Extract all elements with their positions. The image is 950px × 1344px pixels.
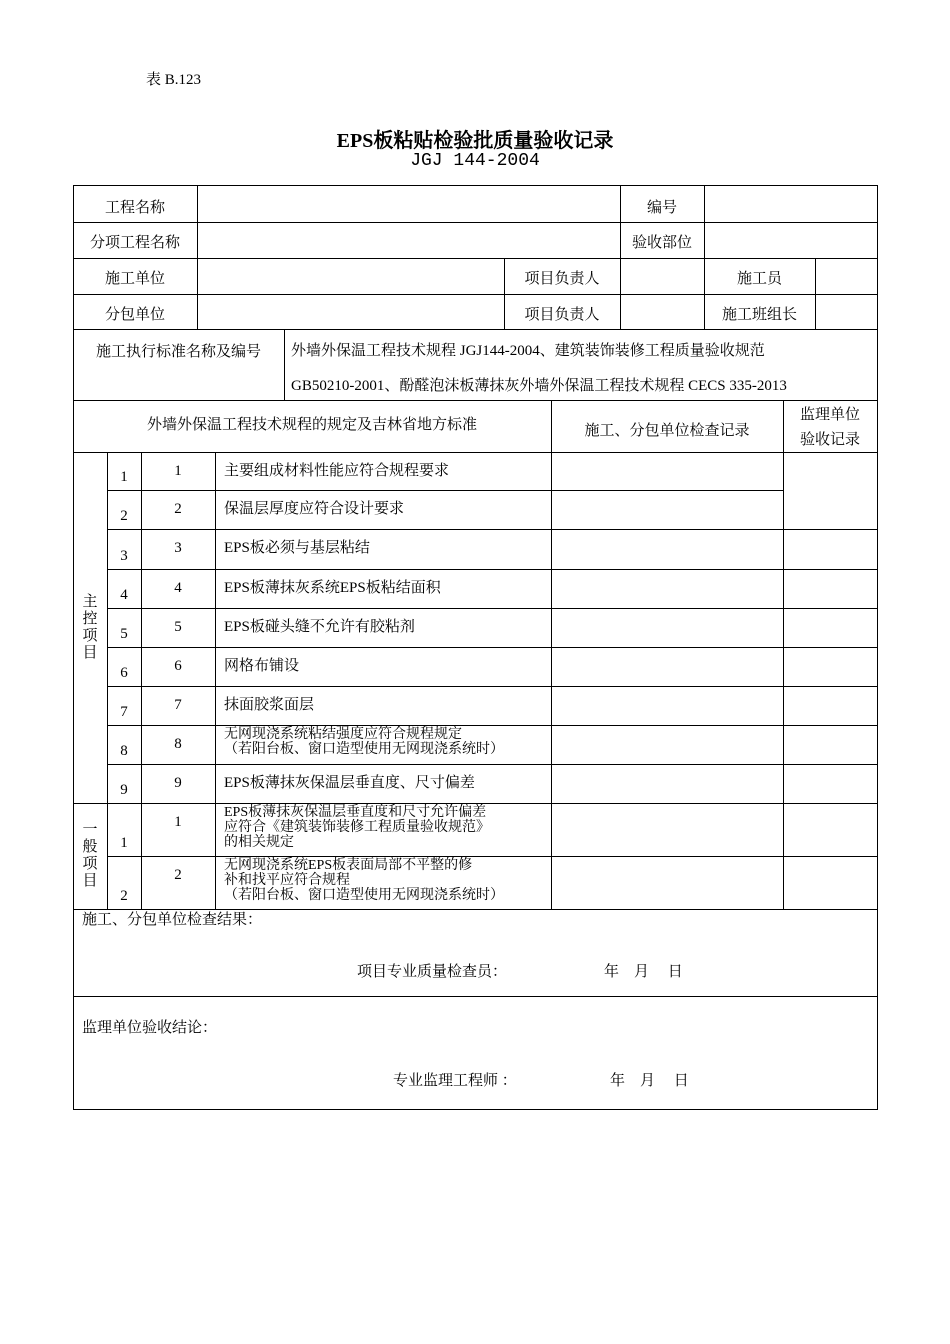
sub-project-input[interactable] (202, 231, 614, 253)
main-item-index: 5 (120, 626, 128, 642)
inspection-part-input[interactable] (708, 231, 872, 253)
main-item-number: 8 (174, 736, 182, 752)
general-item-description: EPS板薄抹灰保温层垂直度和尺寸允许偏差 应符合《建筑装饰装修工程质量验收规范》 的相关规定 (224, 805, 490, 850)
standard-line-1: 外墙外保温工程技术规程 JGJ144-2004、建筑装饰装修工程质量验收规范 (291, 343, 765, 359)
sub-project-label: 分项工程名称 (89, 235, 180, 251)
supervision-column-header-1: 监理单位 (799, 407, 860, 423)
main-item-index: 7 (120, 704, 128, 720)
team-leader-label: 施工班组长 (721, 307, 797, 323)
main-section-label: 主 控 项 目 (82, 594, 98, 661)
team-leader-input[interactable] (818, 303, 874, 325)
main-item-check-record-input[interactable] (555, 767, 779, 800)
check-column-header: 施工、分包单位检查记录 (584, 423, 750, 439)
main-item-description: 抹面胶浆面层 (224, 697, 315, 713)
main-item-description: EPS板薄抹灰保温层垂直度、尺寸偏差 (224, 775, 475, 791)
main-item-number: 6 (174, 658, 182, 674)
contractor-result-label: 施工、分包单位检查结果： (82, 912, 263, 928)
main-item-number: 9 (174, 775, 182, 791)
main-item-check-record-input[interactable] (555, 689, 779, 722)
main-item-description: 网格布铺设 (224, 658, 300, 674)
project-name-label: 工程名称 (104, 200, 165, 216)
subcontractor-label: 分包单位 (104, 307, 165, 323)
main-item-number: 4 (174, 580, 182, 596)
main-item-check-record-input[interactable] (555, 611, 779, 644)
main-item-index: 3 (120, 548, 128, 564)
page-title: EPS板粘贴检验批质量验收记录 (336, 130, 614, 152)
main-item-description: EPS板薄抹灰系统EPS板粘结面积 (224, 580, 441, 596)
main-item-description: EPS板碰头缝不允许有胶粘剂 (224, 619, 415, 635)
project-manager-label-2: 项目负责人 (524, 307, 600, 323)
main-item-description: 主要组成材料性能应符合规程要求 (224, 463, 450, 479)
main-item-number: 3 (174, 540, 182, 556)
main-item-check-record-input[interactable] (555, 650, 779, 683)
main-item-index: 2 (120, 508, 128, 524)
general-item-check-record-input[interactable] (555, 859, 779, 906)
builder-label: 施工员 (736, 271, 782, 287)
main-item-index: 6 (120, 665, 128, 681)
supervision-result-label: 监理单位验收结论： (82, 1020, 218, 1036)
main-item-check-record-input[interactable] (555, 493, 779, 526)
serial-label: 编号 (646, 200, 677, 216)
project-manager-input-2[interactable] (624, 303, 700, 325)
builder-input[interactable] (818, 267, 874, 289)
contractor-input[interactable] (202, 267, 498, 289)
main-item-number: 5 (174, 619, 182, 635)
main-item-number: 1 (174, 463, 182, 479)
inspection-part-label: 验收部位 (631, 235, 692, 251)
supervision-result-date: 年 月 日 (610, 1073, 689, 1089)
main-item-check-record-input[interactable] (555, 728, 779, 761)
serial-input[interactable] (708, 196, 872, 218)
contractor-result-date: 年 月 日 (604, 964, 683, 980)
supervision-column-header-2: 验收记录 (799, 432, 860, 448)
project-name-input[interactable] (202, 196, 614, 218)
main-item-check-record-input[interactable] (555, 532, 779, 566)
main-item-check-record-input[interactable] (555, 572, 779, 605)
quality-inspector-label: 项目专业质量检查员： (357, 964, 508, 980)
project-manager-input[interactable] (624, 267, 700, 289)
main-item-description: 无网现浇系统粘结强度应符合规程规定 （若阳台板、窗口造型使用无网现浇系统时） (224, 727, 504, 757)
supervision-engineer-label: 专业监理工程师 ： (393, 1073, 517, 1089)
subcontractor-input[interactable] (202, 303, 498, 325)
general-item-index: 1 (120, 835, 128, 851)
contractor-label: 施工单位 (104, 271, 165, 287)
general-item-description: 无网现浇系统EPS板表面局部不平整的修 补和找平应符合规程 （若阳台板、窗口造型使用无网现浇系统时） (224, 858, 504, 903)
main-item-index: 1 (120, 469, 128, 485)
spec-column-header: 外墙外保温工程技术规程的规定及吉林省地方标准 (146, 417, 477, 433)
standard-code: JGJ 144-2004 (410, 151, 540, 171)
standard-label: 施工执行标准名称及编号 (95, 344, 261, 360)
general-section-label: 一 般 项 目 (82, 822, 98, 889)
main-item-check-record-input[interactable] (555, 455, 779, 487)
main-item-number: 2 (174, 501, 182, 517)
general-item-check-record-input[interactable] (555, 806, 779, 853)
project-manager-label: 项目负责人 (524, 271, 600, 287)
main-item-description: 保温层厚度应符合设计要求 (224, 501, 405, 517)
main-item-index: 9 (120, 782, 128, 798)
main-item-number: 7 (174, 697, 182, 713)
general-item-number: 2 (174, 867, 182, 883)
general-item-index: 2 (120, 888, 128, 904)
form-number: 表 B.123 (146, 72, 202, 88)
main-item-index: 4 (120, 587, 128, 603)
standard-line-2: GB50210-2001、酚醛泡沫板薄抹灰外墙外保温工程技术规程 CECS 335-2013 (291, 378, 787, 394)
general-item-number: 1 (174, 814, 182, 830)
main-item-description: EPS板必须与基层粘结 (224, 540, 370, 556)
main-item-index: 8 (120, 743, 128, 759)
